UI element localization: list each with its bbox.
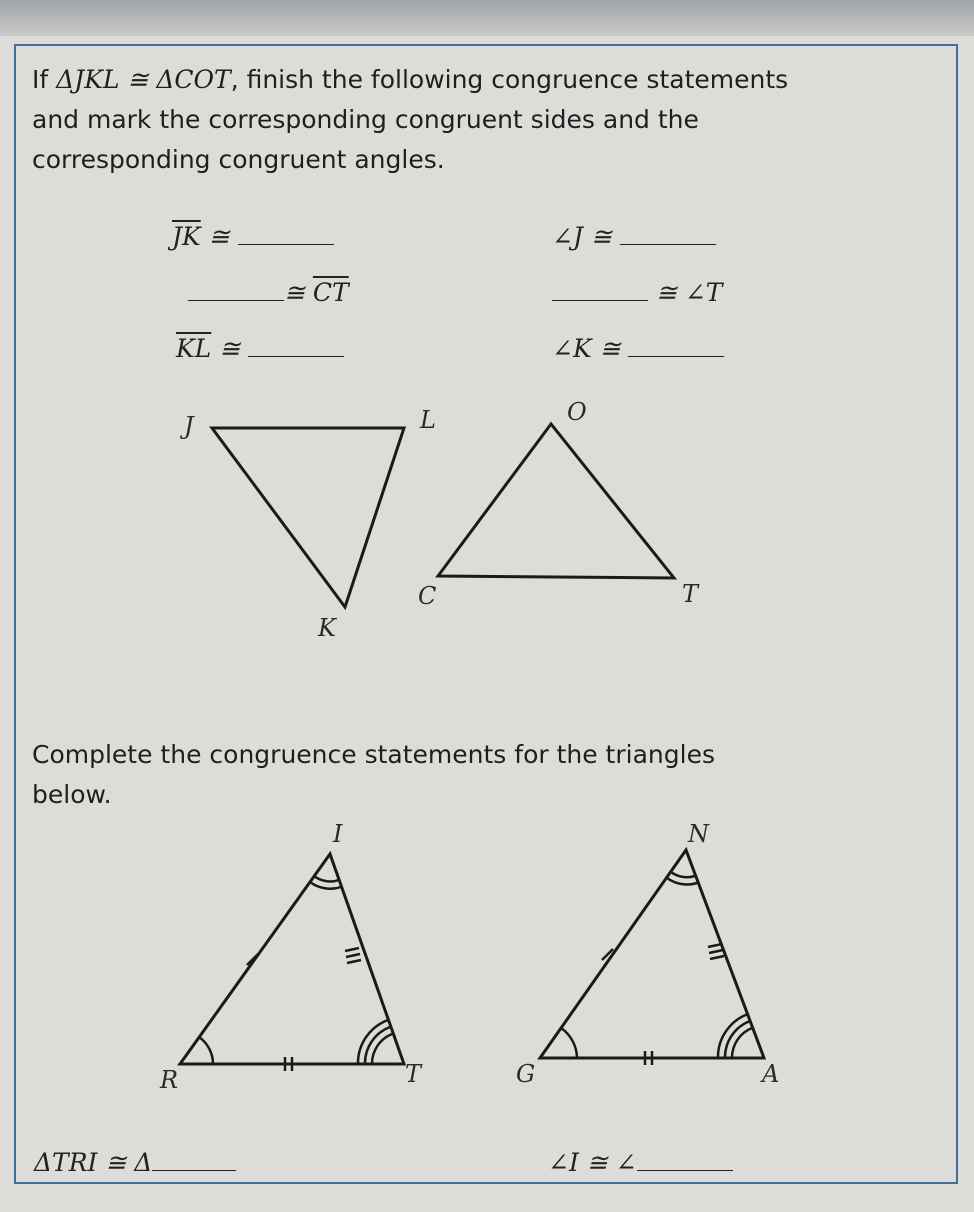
congruent-symbol: ≅ bbox=[211, 334, 249, 363]
vertex-label-l: L bbox=[420, 406, 436, 434]
segment-jk: $\overline{JK}$ bbox=[172, 222, 201, 251]
vertex-label-n: N bbox=[688, 820, 709, 848]
vertex-label-i: I bbox=[333, 820, 343, 848]
triple-tick-it bbox=[345, 948, 361, 963]
segment-kl: $\overline{KL}$ bbox=[176, 334, 212, 363]
vertex-label-o: O bbox=[567, 398, 587, 426]
angle-arcs-i bbox=[310, 876, 341, 889]
angle-j-text: ∠J ≅ bbox=[552, 222, 620, 251]
congruent-symbol: ≅ bbox=[284, 278, 313, 307]
vertex-label-c: C bbox=[418, 582, 437, 610]
instruction-line-3: corresponding congruent angles. bbox=[32, 145, 445, 174]
instruction-line-2: and mark the corresponding congruent sides and the bbox=[32, 105, 699, 134]
triangle-cot bbox=[438, 424, 674, 578]
vertex-label-j: J bbox=[184, 412, 194, 440]
angle-arcs-n bbox=[667, 872, 697, 885]
vertex-label-t: T bbox=[682, 580, 699, 608]
intro-rest: , finish the following congruence statements bbox=[230, 65, 789, 94]
vertex-label-k: K bbox=[318, 614, 336, 642]
statement-angle-i bbox=[548, 1148, 733, 1177]
vertex-label-a: A bbox=[762, 1060, 780, 1088]
triangle-jkl bbox=[212, 428, 404, 607]
segment-ct: $\overline{CT}$ bbox=[312, 278, 349, 307]
angle-t-text: ≅ ∠T bbox=[648, 278, 723, 307]
statement-tri bbox=[34, 1148, 236, 1177]
tri-congruence-text: ΔTRI ≅ Δ bbox=[34, 1148, 153, 1177]
angle-i-congruence-text: ∠I ≅ ∠ bbox=[548, 1148, 637, 1177]
angle-k-text: ∠K ≅ bbox=[552, 334, 629, 363]
instruction2-line-1: Complete the congruence statements for the triangles bbox=[32, 740, 715, 769]
vertex-label-r: R bbox=[160, 1066, 179, 1094]
congruent-symbol: ≅ bbox=[200, 222, 238, 251]
triangle-tri bbox=[180, 854, 404, 1071]
vertex-label-g: G bbox=[516, 1060, 536, 1088]
angle-arc-r bbox=[199, 1037, 213, 1064]
answer-blank[interactable] bbox=[152, 1148, 236, 1171]
angle-arcs-t bbox=[358, 1020, 392, 1064]
angle-arcs-a bbox=[718, 1014, 752, 1058]
intro-prefix: If bbox=[32, 65, 57, 94]
vertex-label-t2: T bbox=[405, 1060, 422, 1088]
angle-arc-g bbox=[561, 1028, 577, 1058]
triangle-nga bbox=[540, 850, 764, 1065]
intro-math: ΔJKL ≅ ΔCOT bbox=[56, 65, 231, 94]
answer-blank[interactable] bbox=[637, 1148, 733, 1171]
instruction2-line-2: below. bbox=[32, 780, 112, 809]
